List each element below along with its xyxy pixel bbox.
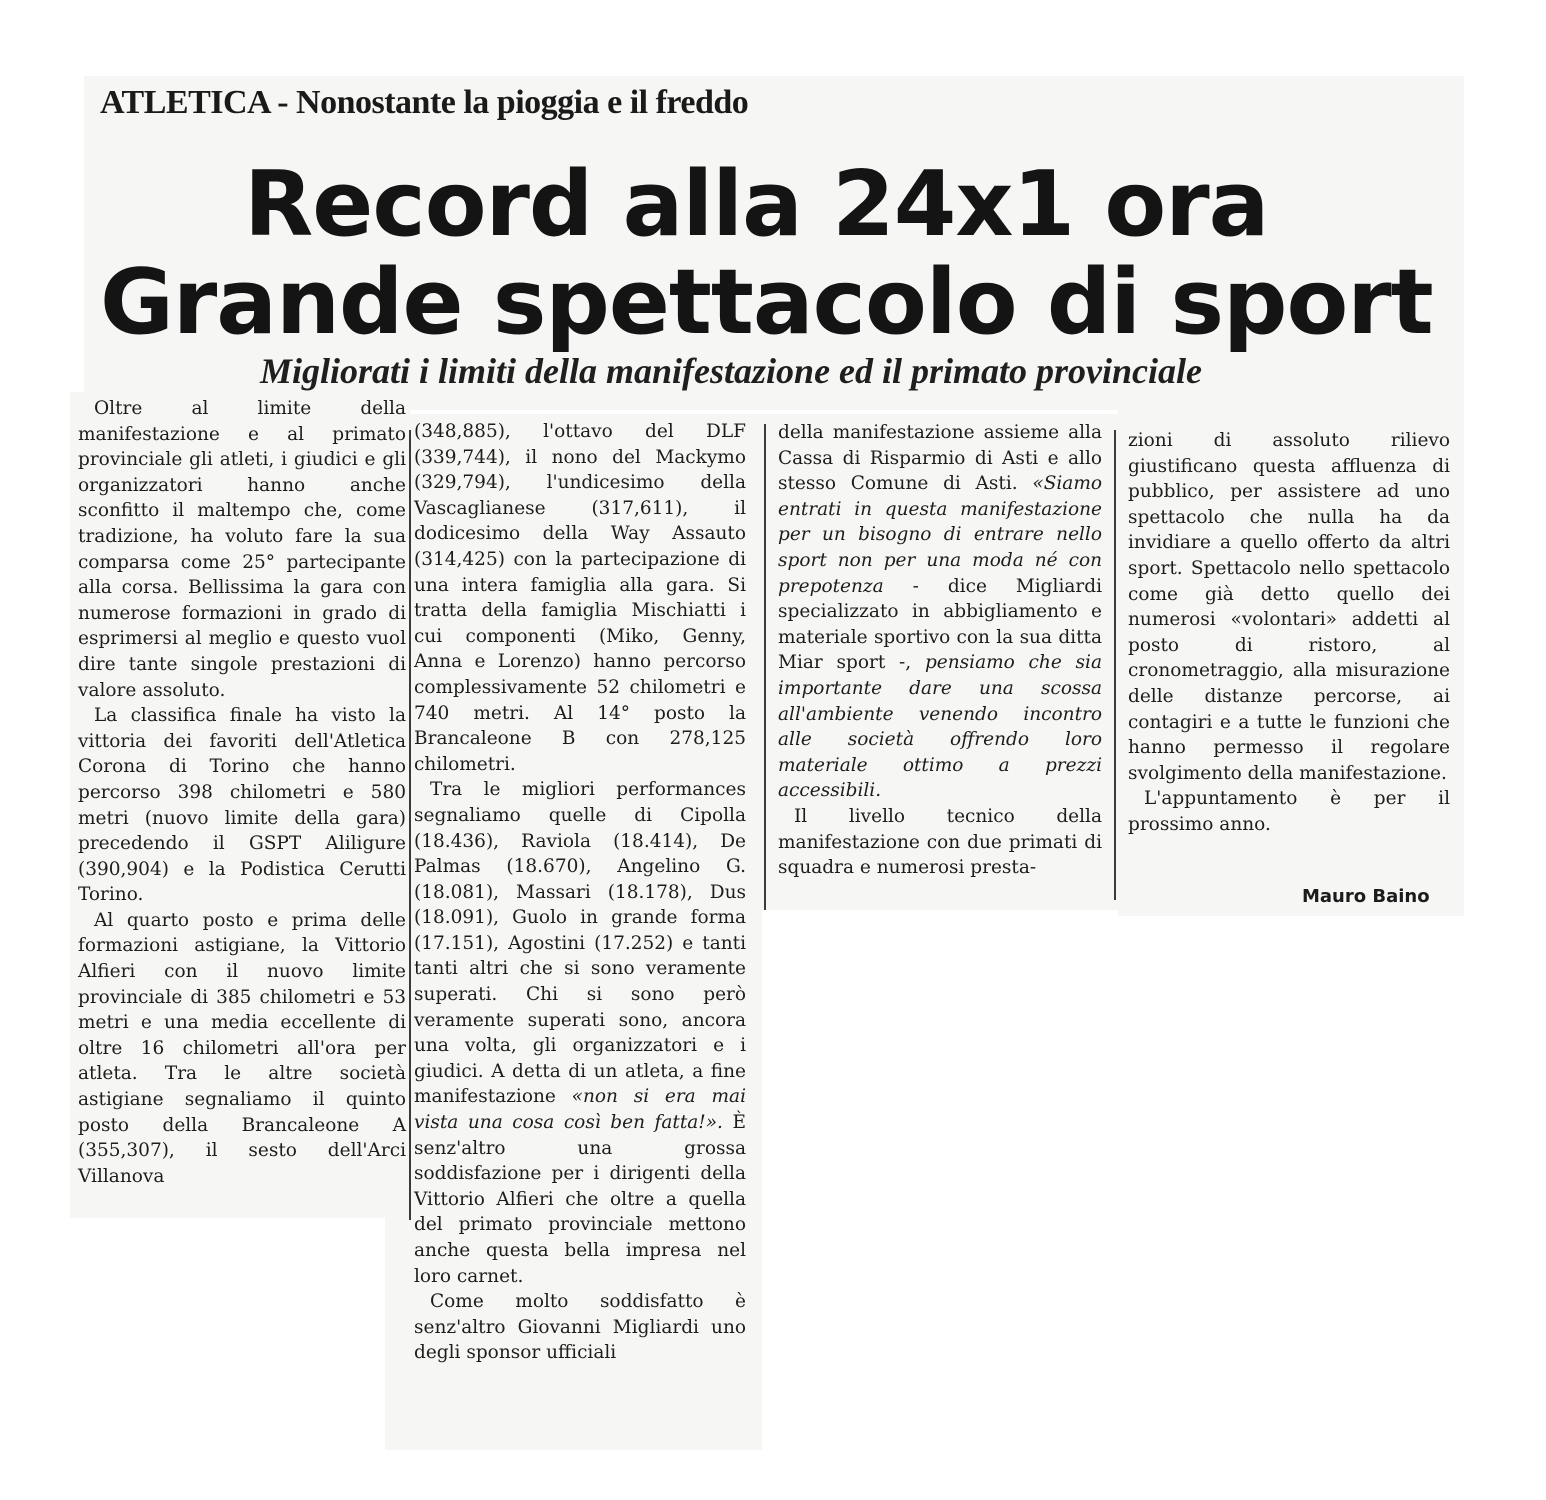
paragraph-text: Tra le migliori performances segnaliamo quelle di Cipolla (18.436), Raviola (18.414), De Palmas (18.670), Angelino G. (18.081), Massari (18.178), Dus (18.091), Guolo in grande forma (17.151), Agostini (17.252) e tanti tanti altri che si sono veramente superati. Chi si sono però veramente superati sono, ancora una volta, gli organizzatori e i giudici. A detta di un atleta, a fine manifestazione: [414, 779, 746, 1108]
article-column-1: [78, 396, 406, 1189]
paragraph-text: della manifestazione assieme alla Cassa di Risparmio di Asti e allo stesso Comune di Asti.: [778, 422, 1102, 495]
article-byline: Mauro Baino: [1302, 886, 1430, 907]
athlete-quote: «non si era mai vista una cosa così ben fatta!».: [414, 1086, 746, 1134]
paragraph: L'appuntamento è per il prossimo anno.: [1128, 788, 1450, 835]
article-column-2: [414, 419, 746, 1366]
column-divider: [409, 430, 411, 1220]
sponsor-quote: pensiamo che sia importante dare una scossa all'ambiente venendo incontro alle società offrendo loro materiale ottimo a prezzi accessibili.: [778, 652, 1102, 802]
paragraph: zioni di assoluto rilievo giustificano questa affluenza di pubblico, per assistere ad uno spettacolo che nulla ha da invidiare a quello offerto da altri sport. Spettacolo nello spettacolo come già detto quello dei numerosi «volontari» addetti al posto di ristoro, al cronometraggio, alla misurazione delle distanze percorse, ai contagiri e a tutte le funzioni che hanno permesso il regolare svolgimento della manifestazione.: [1128, 430, 1450, 784]
article-headline-line-2: Grande spettacolo di sport: [100, 250, 1433, 355]
paragraph: La classifica finale ha visto la vittoria dei favoriti dell'Atletica Corona di Torino che hanno percorso 398 chilometri e 580 metri (nuovo limite della gara) precedendo il GSPT Aliligure (390,904) e la Podistica Cerutti Torino.: [78, 705, 406, 906]
column-divider: [1114, 430, 1116, 900]
article-subheadline: Migliorati i limiti della manifestazione ed il primato provinciale: [260, 351, 1203, 391]
article-column-3: [778, 420, 1102, 881]
sponsor-quote: «Siamo entrati in questa manifestazione per un bisogno di entrare nello sport non per una moda né con prepotenza: [778, 473, 1102, 597]
article-kicker: ATLETICA - Nonostante la pioggia e il freddo: [100, 84, 749, 121]
paragraph: [778, 420, 1102, 804]
paragraph-text: - dice Migliardi specializzato in abbigliamento e materiale sportivo con la sua ditta Miar sport -,: [778, 575, 1102, 674]
article-column-4: [1128, 428, 1450, 838]
paragraph: Al quarto posto e prima delle formazioni astigiane, la Vittorio Alfieri con il nuovo limite provinciale di 385 chilometri e 53 metri e una media eccellente di oltre 16 chilometri all'ora per atleta. Tra le altre società astigiane segnaliamo il quinto posto della Brancaleone A (355,307), il sesto dell'Arci Villanova: [78, 909, 406, 1187]
paragraph: Il livello tecnico della manifestazione con due primati di squadra e numerosi presta-: [778, 805, 1102, 879]
paragraph: Come molto soddisfatto è senz'altro Giovanni Migliardi uno degli sponsor ufficiali: [414, 1291, 746, 1364]
paragraph: Oltre al limite della manifestazione e al primato provinciale gli atleti, i giudici e gli organizzatori hanno anche sconfitto il maltempo che, come tradizione, ha voluto fare la sua comparsa come 25° partecipante alla corsa. Bellissima la gara con numerose formazioni in grado di esprimersi al meglio e questo vuol dire tante singole prestazioni di valore assoluto.: [78, 398, 406, 701]
paragraph: (348,885), l'ottavo del DLF (339,744), il nono del Mackymo (329,794), l'undicesimo della Vascaglianese (317,611), il dodicesimo della Way Assauto (314,425) con la partecipazione di una intera famiglia alla gara. Si tratta della famiglia Mischiatti i cui componenti (Miko, Genny, Anna e Lorenzo) hanno percorso complessivamente 52 chilometri e 740 metri. Al 14° posto la Brancaleone B con 278,125 chilometri.: [414, 421, 746, 775]
article-headline-line-1: Record alla 24x1 ora: [244, 152, 1269, 257]
paragraph-text: È senz'altro una grossa soddisfazione per i dirigenti della Vittorio Alfieri che oltre a quella del primato provinciale mettono anche questa bella impresa nel loro carnet.: [414, 1112, 746, 1287]
paragraph: [414, 777, 746, 1289]
column-divider: [764, 424, 766, 910]
